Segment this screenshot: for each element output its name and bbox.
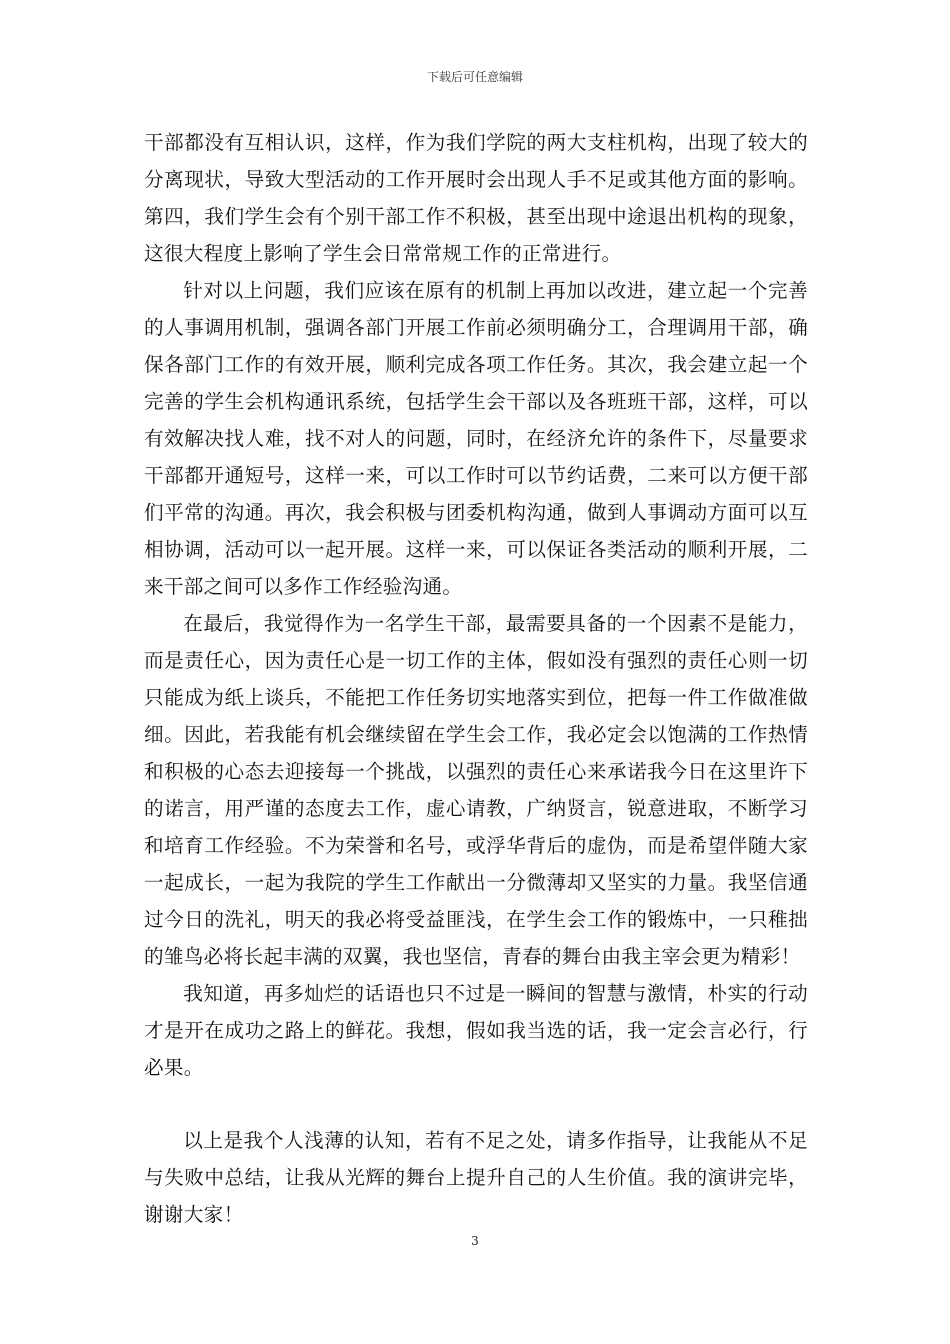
paragraph-3: 在最后，我觉得作为一名学生干部，最需要具备的一个因素不是能力，而是责任心，因为责任心是一切工作的主体，假如没有强烈的责任心则一切只能成为纸上谈兵，不能把工作任务切实地落实到位，把每一件工作做准做细。因此，若我能有机会继续留在学生会工作，我必定会以饱满的工作热情和积极的心态去迎接每一个挑战，以强烈的责任心来承诺我今日在这里许下的诺言，用严谨的态度去工作，虚心请教，广纳贤言，锐意进取，不断学习和培育工作经验。不为荣誉和名号，或浮华背后的虚伪，而是希望伴随大家一起成长，一起为我院的学生工作献出一分微薄却又坚实的力量。我坚信通过今日的洗礼，明天的我必将受益匪浅，在学生会工作的锻炼中，一只稚拙的雏鸟必将长起丰满的双翼，我也坚信，青春的舞台由我主宰会更为精彩！ bbox=[144, 612, 808, 968]
document-body bbox=[144, 124, 808, 1233]
page-number: 3 bbox=[471, 1234, 479, 1248]
paragraph-1: 干部都没有互相认识，这样，作为我们学院的两大支柱机构，出现了较大的分离现状，导致大型活动的工作开展时会出现人手不足或其他方面的影响。第四，我们学生会有个别干部工作不积极，甚至出现中途退出机构的现象，这很大程度上影响了学生会日常常规工作的正常进行。 bbox=[144, 131, 808, 265]
page-header: 下载后可任意编辑 bbox=[426, 70, 523, 84]
paragraph-2: 针对以上问题，我们应该在原有的机制上再加以改进，建立起一个完善的人事调用机制，强调各部门开展工作前必须明确分工，合理调用干部，确保各部门工作的有效开展，顺利完成各项工作任务。其次，我会建立起一个完善的学生会机构通讯系统，包括学生会干部以及各班班干部，这样，可以有效解决找人难，找不对人的问题，同时，在经济允许的条件下，尽量要求干部都开通短号，这样一来，可以工作时可以节约话费，二来可以方便干部们平常的沟通。再次，我会积极与团委机构沟通，做到人事调动方面可以互相协调，活动可以一起开展。这样一来，可以保证各类活动的顺利开展，二来干部之间可以多作工作经验沟通。 bbox=[144, 279, 808, 598]
paragraph-4: 我知道，再多灿烂的话语也只不过是一瞬间的智慧与激情，朴实的行动才是开在成功之路上的鲜花。我想，假如我当选的话，我一定会言必行，行必果。 bbox=[144, 982, 808, 1079]
paragraph-5: 以上是我个人浅薄的认知，若有不足之处，请多作指导，让我能从不足与失败中总结，让我从光辉的舞台上提升自己的人生价值。我的演讲完毕，谢谢大家！ bbox=[144, 1129, 808, 1226]
paragraph-spacer bbox=[144, 1086, 808, 1122]
